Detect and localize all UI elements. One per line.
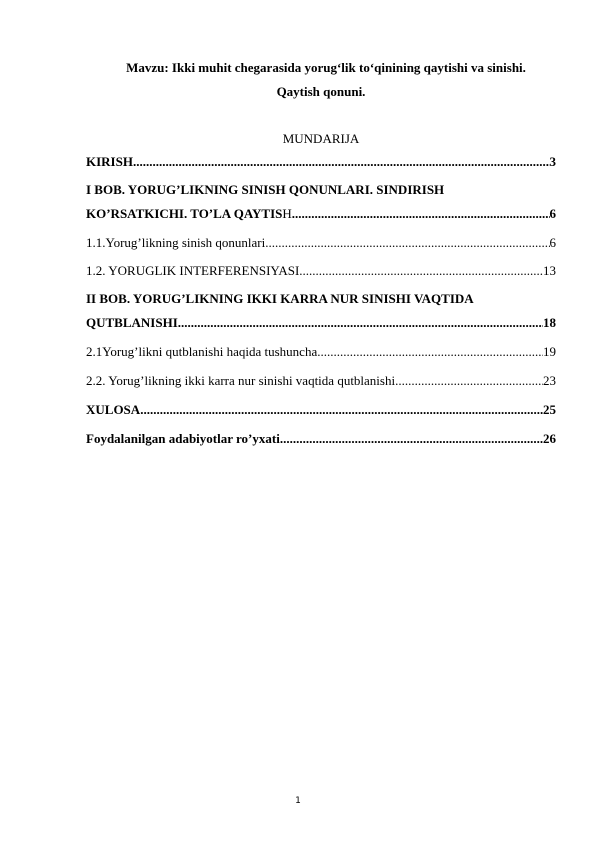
toc-page-number: 19 xyxy=(543,344,556,359)
toc-entry-2-1[interactable] xyxy=(86,344,556,360)
toc-page-number: 26 xyxy=(543,431,556,446)
toc-entry-label: 1.2. YORUGLIK INTERFERENSIYASI xyxy=(86,263,300,278)
toc-entry-label: 2.2. Yorug’likning ikki karra nur sinishi vaqtida qutblanishi xyxy=(86,373,396,388)
toc-leader xyxy=(395,373,543,389)
toc-entry-label-tail: H xyxy=(282,206,292,221)
toc-entry-chapter2[interactable] xyxy=(86,315,556,331)
toc-leader xyxy=(178,315,543,331)
toc-entry-label: QUTBLANISHI xyxy=(86,315,178,330)
toc-chapter1-line1[interactable]: I BOB. YORUG’LIKNING SINISH QONUNLARI. SINDIRISH xyxy=(86,182,445,197)
toc-leader xyxy=(292,206,550,222)
toc-page-number: 6 xyxy=(549,206,556,221)
toc-page-number: 25 xyxy=(543,402,556,417)
toc-leader xyxy=(140,402,543,418)
toc-entry-label: 2.1Yorug’likni qutblanishi haqida tushuncha xyxy=(86,344,318,359)
toc-leader xyxy=(280,431,543,447)
toc-entry-adabiyotlar[interactable] xyxy=(86,431,556,447)
toc-entry-label: Foydalanilgan adabiyotlar ro’yxati xyxy=(86,431,280,446)
toc-entry-1-1[interactable] xyxy=(86,235,556,251)
page-number: 1 xyxy=(295,796,301,806)
document-title-line2: Qaytish qonuni. xyxy=(276,84,366,99)
toc-entry-chapter1[interactable] xyxy=(86,206,556,222)
toc-page-number: 23 xyxy=(543,373,556,388)
document-title-line1: Mavzu: Ikki muhit chegarasida yorug‘lik to‘qinining qaytishi va sinishi. xyxy=(126,60,526,75)
toc-page-number: 6 xyxy=(549,235,556,250)
toc-entry-2-2[interactable] xyxy=(86,373,556,389)
toc-entry-1-2[interactable] xyxy=(86,263,556,279)
toc-page-number: 3 xyxy=(549,154,556,169)
toc-leader xyxy=(317,344,543,360)
toc-leader xyxy=(133,154,550,170)
contents-heading: MUNDARIJA xyxy=(282,131,360,146)
toc-page-number: 18 xyxy=(543,315,556,330)
toc-entry-label: KO’RSATKICHI. TO’LA QAYTIS xyxy=(86,206,283,221)
toc-entry-label: 1.1.Yorug’likning sinish qonunlari xyxy=(86,235,266,250)
toc-entry-label: KIRISH xyxy=(86,154,133,169)
toc-leader xyxy=(299,263,543,279)
toc-page-number: 13 xyxy=(543,263,556,278)
toc-entry-kirish[interactable] xyxy=(86,154,556,170)
toc-leader xyxy=(265,235,549,251)
toc-entry-xulosa[interactable] xyxy=(86,402,556,418)
toc-chapter2-line1[interactable]: II BOB. YORUG’LIKNING IKKI KARRA NUR SINISHI VAQTIDA xyxy=(86,291,474,306)
toc-entry-label: XULOSA xyxy=(86,402,141,417)
